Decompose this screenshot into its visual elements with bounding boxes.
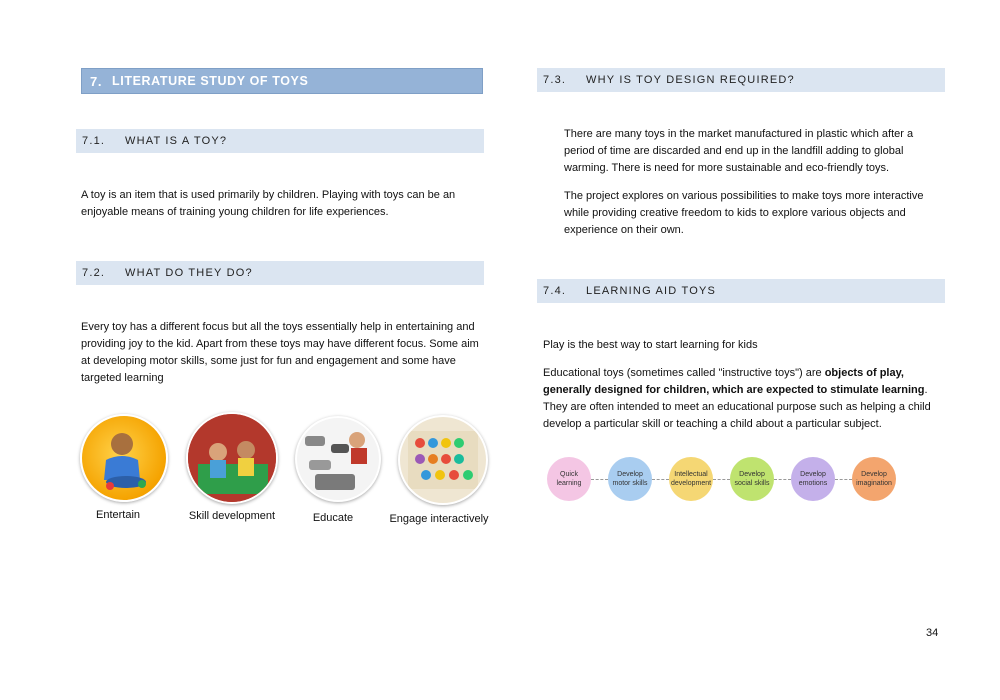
section-7-1-number: 7.1.: [82, 135, 106, 147]
section-7-4-paragraph-1: Play is the best way to start learning for kids: [543, 339, 758, 351]
section-7-4-heading: [537, 279, 945, 303]
section-7-title: LITERATURE STUDY OF TOYS: [112, 74, 309, 88]
toy-caption-engage-interactively: Engage interactively: [389, 513, 489, 525]
section-7-1-heading: [76, 129, 484, 153]
section-7-2-number: 7.2.: [82, 267, 106, 279]
section-7-3-number: 7.3.: [543, 74, 567, 86]
paragraph-2-rest: . They are often intended to meet an educational purpose such as helping a child develop a particular skill or teaching a child about a particular subject.: [543, 384, 931, 430]
section-7-number: 7.: [90, 73, 103, 89]
page-number: 34: [926, 627, 939, 639]
section-7-3-paragraph-1: There are many toys in the market manufactured in plastic which after a period of time are discarded and end up in the landfill adding to global warming. There is need for more sustainable and eco-friendly toys.: [564, 128, 914, 174]
toy-image-skill-development: [186, 412, 278, 504]
section-7-2-body: Every toy has a different focus but all the toys essentially help in entertaining and providing joy to the kid. Apart from these toys may have different focus. Some aim at developing motor skills, some just for fun and engagement and some have targeted learning: [81, 321, 479, 384]
flow-connector: [774, 479, 791, 480]
toy-caption-skill-development: Skill development: [188, 510, 276, 522]
learning-flow-diagram: [547, 457, 896, 501]
section-7-3-title: WHY IS TOY DESIGN REQUIRED?: [586, 74, 795, 86]
toy-caption-entertain: Entertain: [95, 509, 141, 521]
toy-caption-educate: Educate: [312, 512, 354, 524]
section-7-3-heading: [537, 68, 945, 92]
flow-node-social-skills: Develop social skills: [730, 457, 774, 501]
toy-image-educate: [295, 416, 381, 502]
flow-connector: [713, 479, 730, 480]
paragraph-2-intro: Educational toys (sometimes called "instructive toys") are: [543, 367, 825, 379]
flow-node-quick-learning: Quick learning: [547, 457, 591, 501]
flow-connector: [591, 479, 608, 480]
flow-connector: [835, 479, 852, 480]
section-7-4-number: 7.4.: [543, 285, 567, 297]
section-7-1-title: WHAT IS A TOY?: [125, 135, 228, 147]
paragraph-2-bold: objects of play, generally designed for children, which are expected to stimulate learning: [543, 367, 925, 396]
toy-image-entertain: [80, 414, 168, 502]
section-7-1-body: A toy is an item that is used primarily by children. Playing with toys can be an enjoyable means of training young children for life experiences.: [81, 189, 456, 218]
section-7-4-paragraph-2: [543, 365, 941, 433]
section-7-heading: [81, 68, 483, 94]
flow-node-imagination: Develop imagination: [852, 457, 896, 501]
flow-node-emotions: Develop emotions: [791, 457, 835, 501]
flow-node-intellectual-development: Intellectual development: [669, 457, 713, 501]
section-7-2-heading: [76, 261, 484, 285]
toy-image-engage-interactively: [398, 415, 488, 505]
section-7-3-paragraph-2: The project explores on various possibilities to make toys more interactive while providing creative freedom to kids to explore various objects and experience on their own.: [564, 190, 924, 236]
section-7-4-title: LEARNING AID TOYS: [586, 285, 717, 297]
section-7-2-title: WHAT DO THEY DO?: [125, 267, 253, 279]
flow-connector: [652, 479, 669, 480]
flow-node-motor-skills: Develop motor skills: [608, 457, 652, 501]
